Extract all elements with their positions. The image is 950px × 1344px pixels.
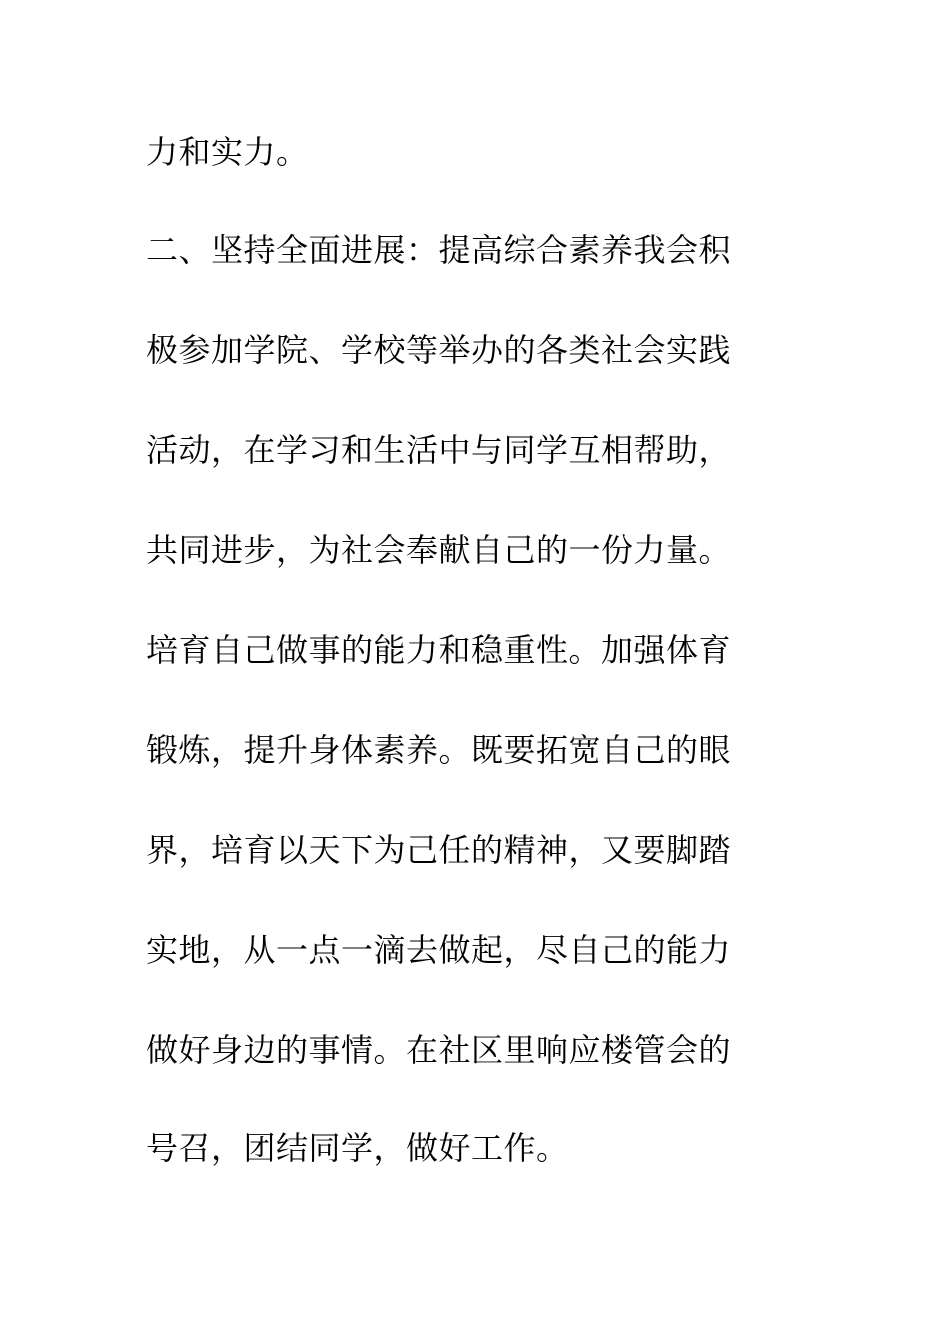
text-line: 做好身边的事情。在社区里响应楼管会的 <box>146 1031 732 1069</box>
text-line: 极参加学院、学校等举办的各类社会实践 <box>146 331 732 369</box>
text-line: 号召，团结同学，做好工作。 <box>146 1129 569 1167</box>
text-line: 活动，在学习和生活中与同学互相帮助， <box>146 431 732 469</box>
text-line: 界，培育以天下为己任的精神，又要脚踏 <box>146 831 732 869</box>
section-heading-line: 二、坚持全面进展：提高综合素养我会积 <box>146 231 732 269</box>
text-line: 实地，从一点一滴去做起，尽自己的能力 <box>146 931 732 969</box>
text-line: 培育自己做事的能力和稳重性。加强体育 <box>146 631 732 669</box>
text-line: 锻炼，提升身体素养。既要拓宽自己的眼 <box>146 731 732 769</box>
text-line: 力和实力。 <box>146 133 309 171</box>
text-line: 共同进步，为社会奉献自己的一份力量。 <box>146 531 732 569</box>
